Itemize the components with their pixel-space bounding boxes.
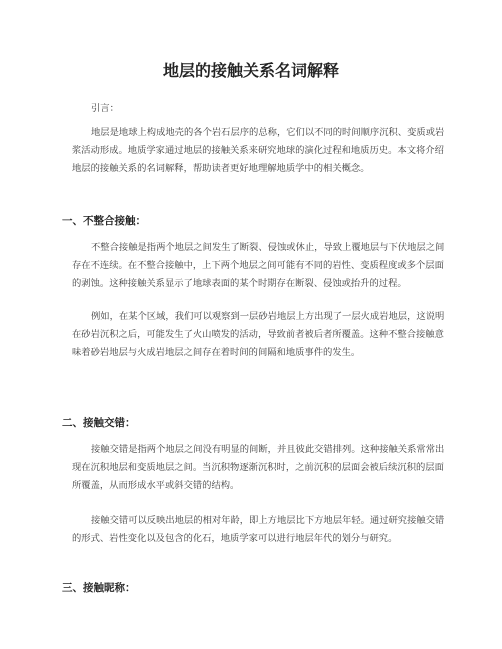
section-2-paragraph-2: 接触交错可以反映出地层的相对年龄，即上方地层比下方地层年轻。通过研究接触交错的形式、岩性变化以及包含的化石，地质学家可以进行地层年代的划分与研究。 [72,515,445,544]
section-heading-1: 一、不整合接触： [62,215,146,227]
section-heading-2: 二、接触交错： [62,417,136,429]
section-2-paragraph-1: 接触交错是指两个地层之间没有明显的间断，并且彼此交错排列。这种接触关系常常出现在沉积地层和变质地层之间。当沉积物逐渐沉积时，之前沉积的层面会被后续沉积的层面所覆盖，从而形成水平或斜交错的结构。 [72,444,445,491]
page-title: 地层的接触关系名词解释 [162,61,339,80]
section-1-paragraph-2: 例如，在某个区域，我们可以观察到一层砂岩地层上方出现了一层火成岩地层，这说明在砂岩沉积之后，可能发生了火山喷发的活动，导致前者被后者所覆盖。这种不整合接触意味着砂岩地层与火成岩地层之间存在着时间的间隔和地质事件的发生。 [72,311,445,358]
section-1-paragraph-1: 不整合接触是指两个地层之间发生了断裂、侵蚀或休止，导致上覆地层与下伏地层之间存在不连续。在不整合接触中，上下两个地层之间可能有不同的岩性、变质程度或多个层面的剥蚀。这种接触关系显示了地球表面的某个时期存在断裂、侵蚀或抬升的过程。 [72,242,445,289]
section-heading-3: 三、接触昵称： [62,582,136,594]
intro-label: 引言： [91,103,119,114]
intro-paragraph: 地层是地球上构成地壳的各个岩石层序的总称，它们以不同的时间顺序沉积、变质或岩浆活动形成。地质学家通过地层的接触关系来研究地球的演化过程和地质历史。本文将介绍地层的接触关系的名词解释，帮助读者更好地理解地质学中的相关概念。 [72,127,445,174]
